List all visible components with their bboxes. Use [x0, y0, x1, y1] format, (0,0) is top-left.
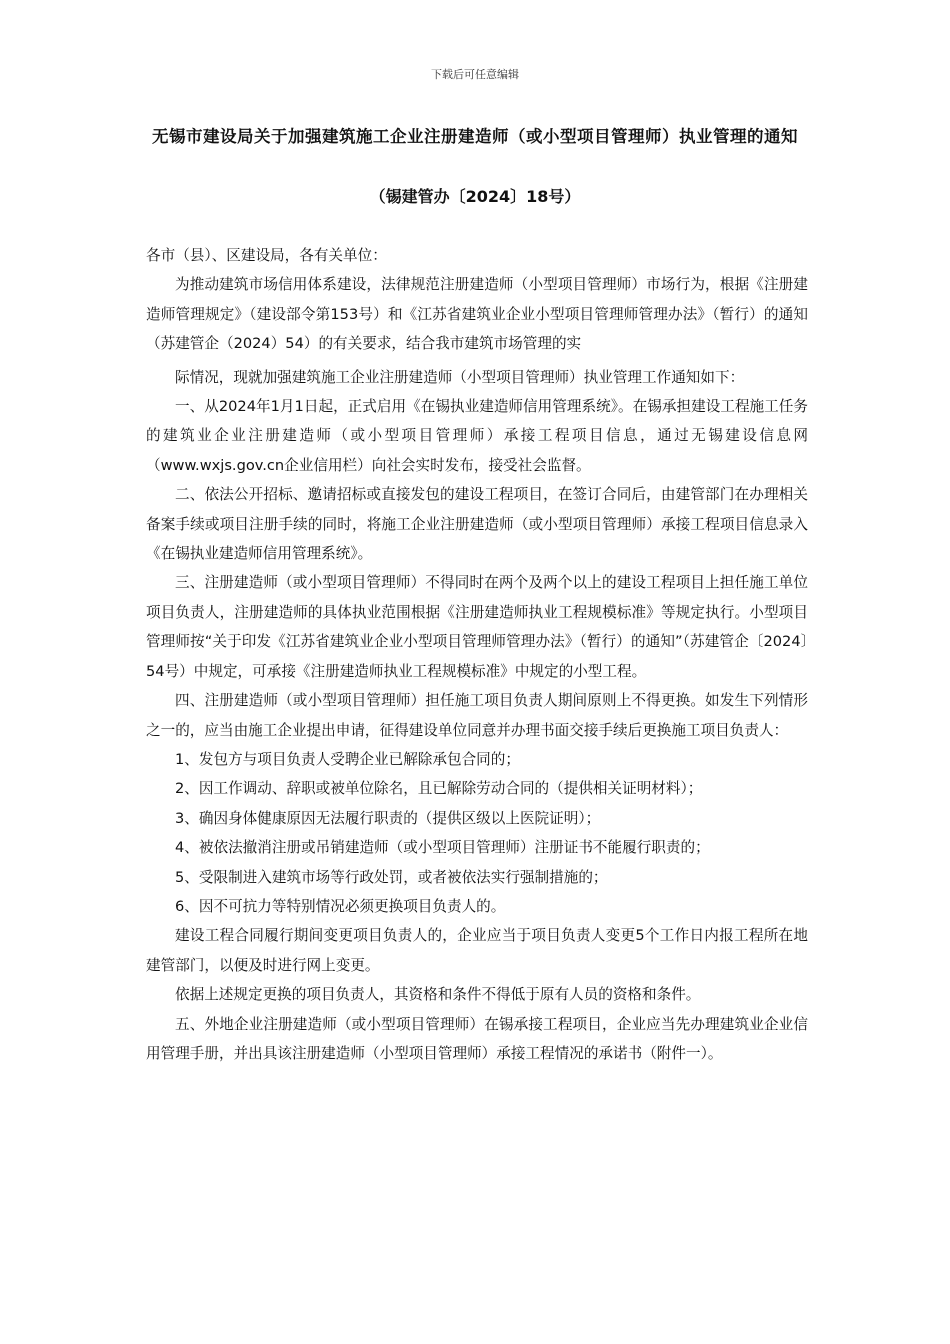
document-number: （锡建管办〔2024〕18号）: [369, 187, 581, 206]
item-4: 四、注册建造师（或小型项目管理师）担任施工项目负责人期间原则上不得更换。如发生下列情形之一的，应当由施工企业提出申请，征得建设单位同意并办理书面交接手续后更换施工项目负责人：: [146, 692, 808, 739]
item-5: 五、外地企业注册建造师（或小型项目管理师）在锡承接工程项目，企业应当先办理建筑业企业信用管理手册，并出具该注册建造师（小型项目管理师）承接工程情况的承诺书（附件一）。: [146, 1015, 808, 1062]
sub-item: 5、受限制进入建筑市场等行政处罚，或者被依法实行强制措施的；: [175, 868, 608, 886]
sub-item: 4、被依法撤消注册或吊销建造师（或小型项目管理师）注册证书不能履行职责的；: [175, 839, 710, 857]
intro-paragraph-1: 为推动建筑市场信用体系建设，法律规范注册建造师（小型项目管理师）市场行为，根据《注册建造师管理规定》（建设部令第153号）和《江苏省建筑业企业小型项目管理师管理办法》（暂行）的通知（苏建管企（2024）54）的有关要求，结合我市建筑市场管理的实: [146, 276, 808, 353]
item-4-note-1: 建设工程合同履行期间变更项目负责人的，企业应当于项目负责人变更5个工作日内报工程所在地建管部门，以便及时进行网上变更。: [146, 927, 808, 974]
sub-item: 3、确因身体健康原因无法履行职责的（提供区级以上医院证明）；: [175, 809, 601, 827]
item-3: 三、注册建造师（或小型项目管理师）不得同时在两个及两个以上的建设工程项目上担任施工单位项目负责人，注册建造师的具体执业范围根据《注册建造师执业工程规模标准》等规定执行。小型项目管理师按“关于印发《江苏省建筑业企业小型项目管理师管理办法》（暂行）的通知”（苏建管企〔2024〕54号）中规定，可承接《注册建造师执业工程规模标准》中规定的小型工程。: [146, 574, 808, 680]
intro-paragraph-2: 际情况，现就加强建筑施工企业注册建造师（小型项目管理师）执业管理工作通知如下：: [175, 368, 745, 386]
item-1: 一、从2024年1月1日起，正式启用《在锡执业建造师信用管理系统》。在锡承担建设工程施工任务的建筑业企业注册建造师（或小型项目管理师）承接工程项目信息，通过无锡建设信息网（www.wxjs.gov.cn企业信用栏）向社会实时发布，接受社会监督。: [146, 398, 808, 474]
item-2: 二、依法公开招标、邀请招标或直接发包的建设工程项目，在签订合同后，由建管部门在办理相关备案手续或项目注册手续的同时，将施工企业注册建造师（或小型项目管理师）承接工程项目信息录入《在锡执业建造师信用管理系统》。: [146, 486, 808, 563]
sub-item: 6、因不可抗力等特别情况必须更换项目负责人的。: [175, 897, 506, 915]
sub-item: 2、因工作调动、辞职或被单位除名，且已解除劳动合同的（提供相关证明材料）；: [175, 780, 703, 798]
document-body: [146, 241, 808, 1068]
sub-item: 1、发包方与项目负责人受聘企业已解除承包合同的；: [175, 750, 520, 768]
header-note: 下载后可任意编辑: [431, 68, 519, 81]
item-4-note-2: 依据上述规定更换的项目负责人，其资格和条件不得低于原有人员的资格和条件。: [175, 986, 701, 1004]
document-title: 无锡市建设局关于加强建筑施工企业注册建造师（或小型项目管理师）执业管理的通知: [152, 127, 798, 146]
salutation: 各市（县）、区建设局，各有关单位：: [146, 247, 387, 264]
